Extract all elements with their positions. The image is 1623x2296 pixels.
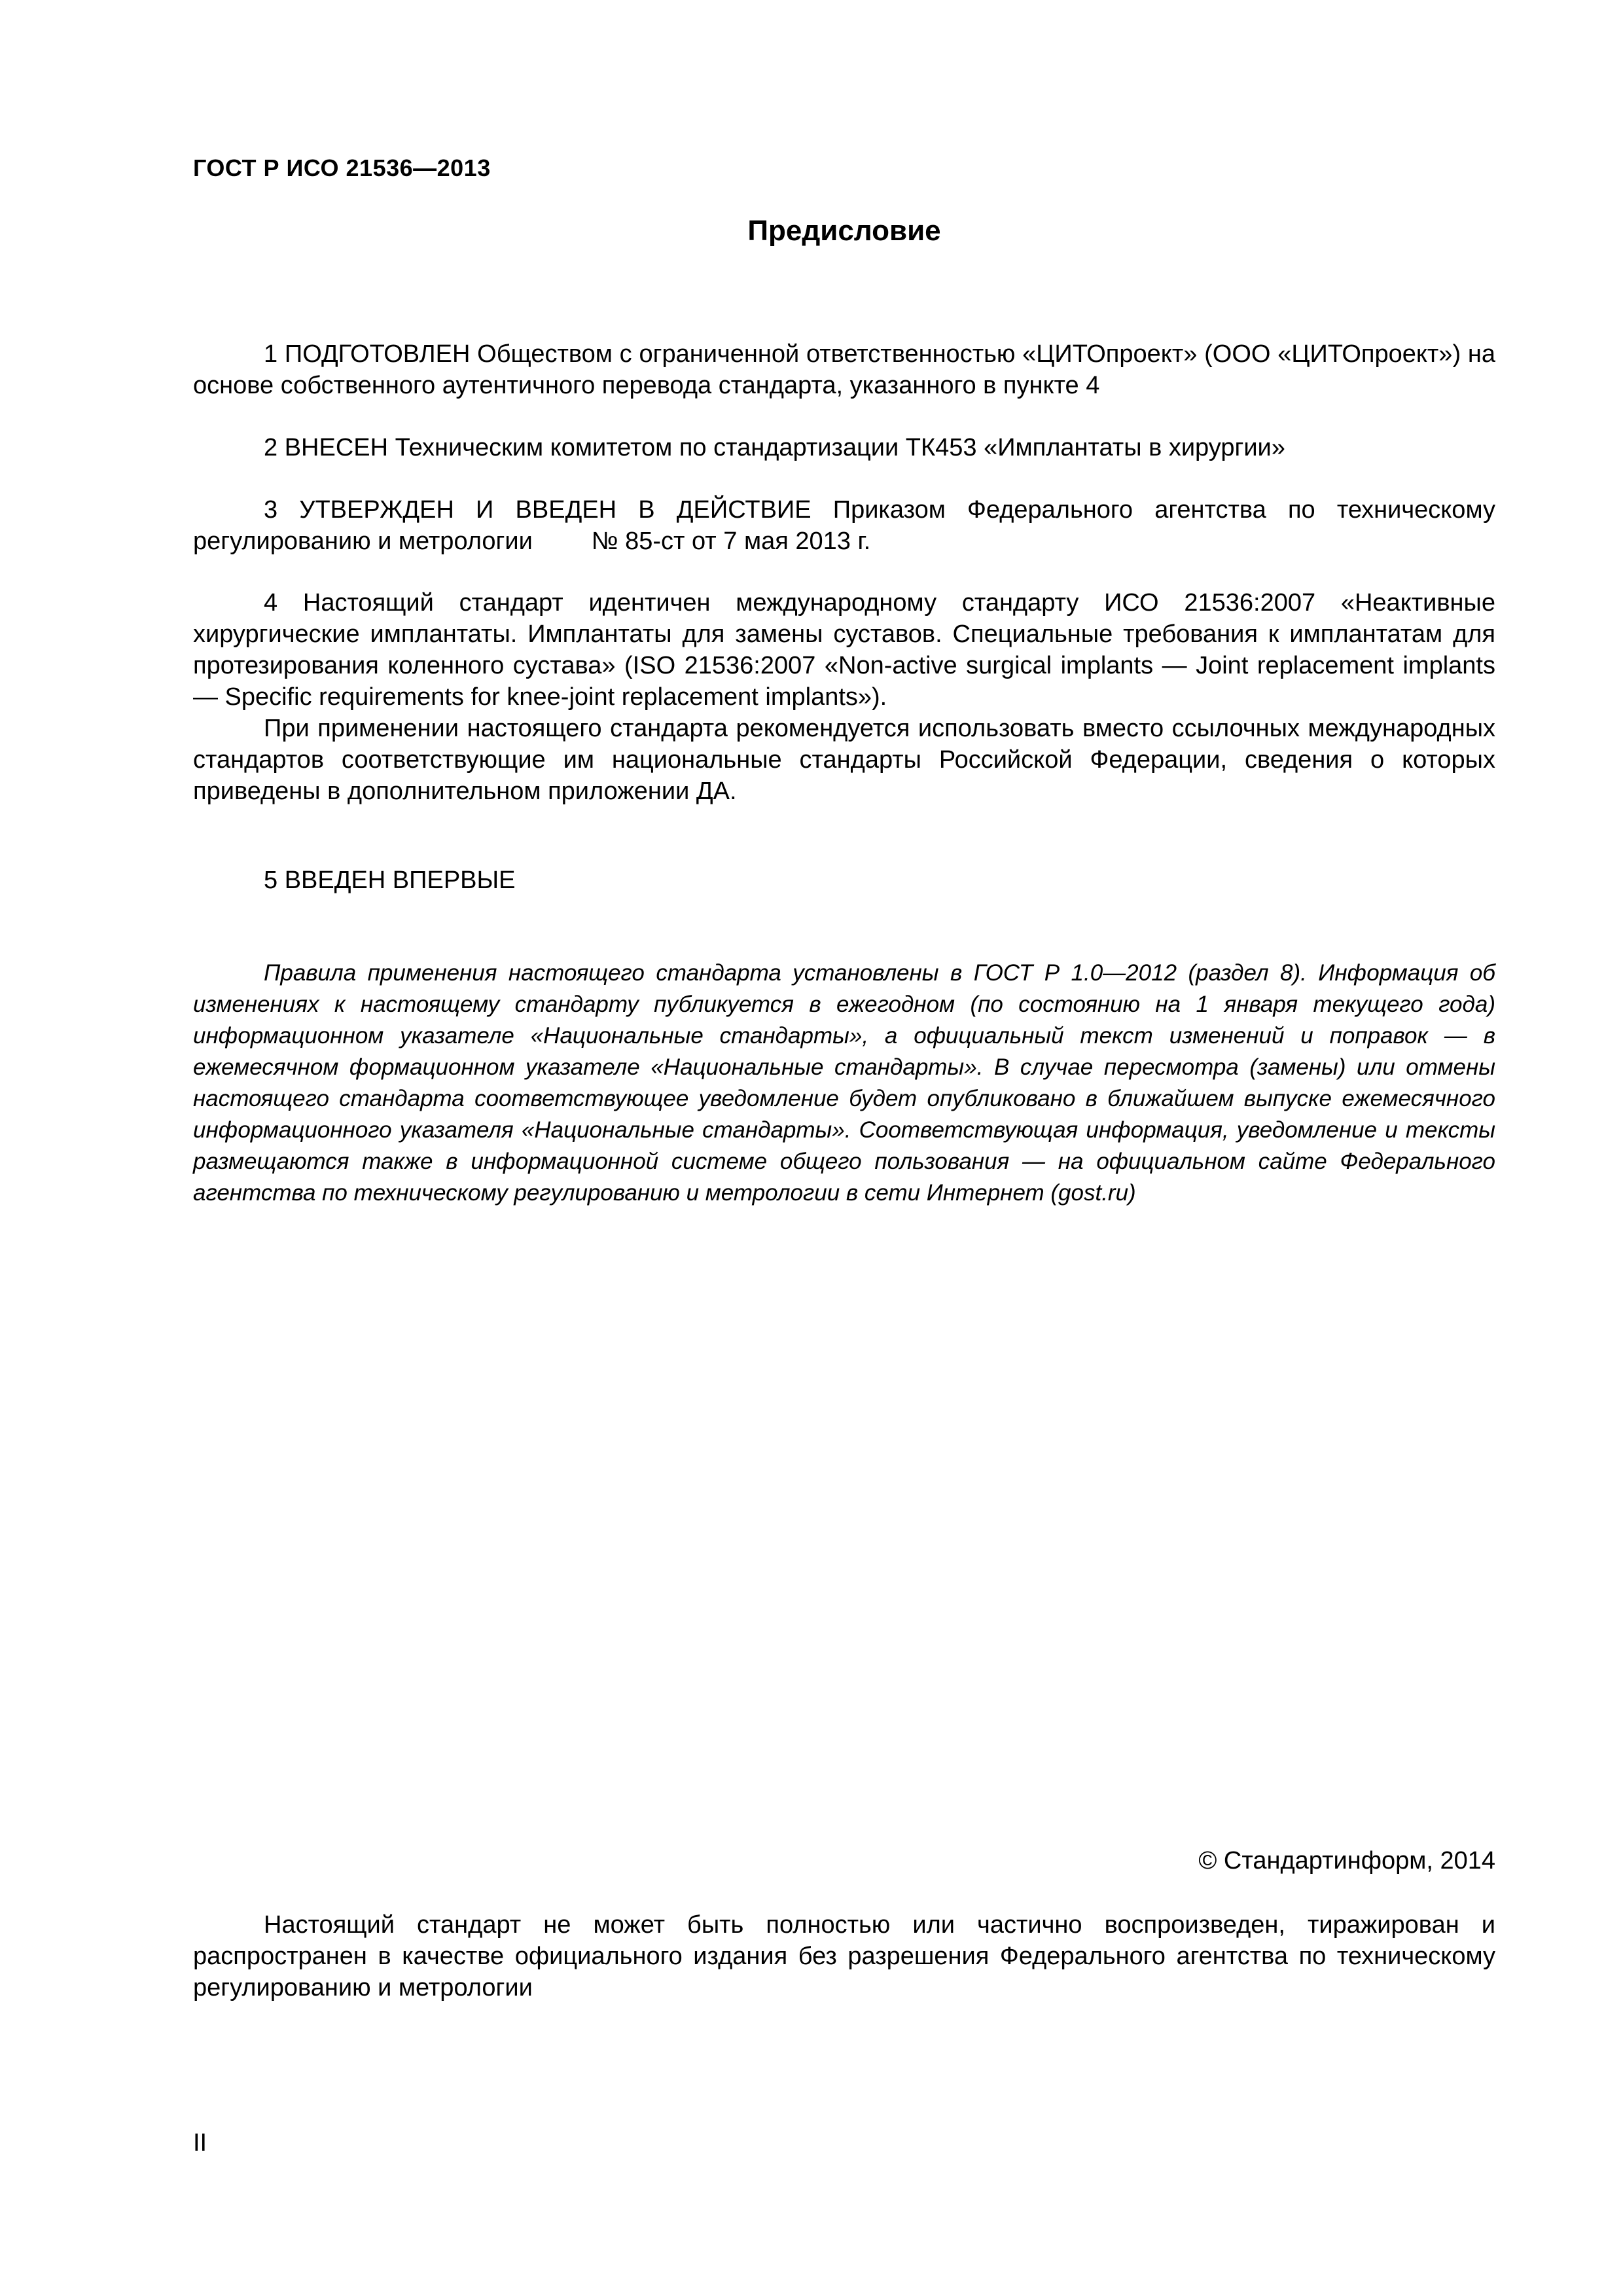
item-3 <box>193 494 1495 557</box>
item-1: 1 ПОДГОТОВЛЕН Обществом с ограниченной ответственностью «ЦИТОпроект» (ООО «ЦИТОпроект») на основе собственного аутентичного перевода стандарта, указанного в пункте 4 <box>193 340 1495 399</box>
item-4: 4 Настоящий стандарт идентичен международному стандарту ИСО 21536:2007 «Неактивные хирургические имплантаты. Имплантаты для замены суставов. Специальные требования к имплантатам для протезирования коленного сустава» (ISO 21536:2007 «Non-active surgical implants — Joint replacement implants — Specific requirements for knee-joint replacement implants»). <box>193 589 1495 711</box>
copyright: © Стандартинформ, 2014 <box>1198 1847 1495 1874</box>
item-2-block <box>193 432 1495 463</box>
item-5-block <box>193 865 1495 896</box>
rules-note: Правила применения настоящего стандарта установлены в ГОСТ Р 1.0—2012 (раздел 8). Информация об изменениях к настоящему стандарту публикуется в ежегодном (по состоянию на 1 января текущего года) информационном указателе «Национальные стандарты», а официальный текст изменений и поправок — в ежемесячном формационном указателе «Национальные стандарты». В случае пересмотра (замены) или отмены настоящего стандарта соответствующее уведомление будет опубликовано в ближайшем выпуске ежемесячного информационного указателя «Национальные стандарты». Соответствующая информация, уведомление и тексты размещаются также в информационной системе общего пользования — на официальном сайте Федерального агентства по техническому регулированию и метрологии в сети Интернет (gost.ru) <box>193 960 1495 1206</box>
item-4-block <box>193 587 1495 807</box>
reproduction-note: Настоящий стандарт не может быть полностью или частично воспроизведен, тиражирован и распространен в качестве официального издания без разрешения Федерального агентства по техническому регулированию и метрологии <box>193 1911 1495 2001</box>
item-1-block <box>193 338 1495 401</box>
item-2: 2 ВНЕСЕН Техническим комитетом по стандартизации ТК453 «Имплантаты в хирургии» <box>264 434 1285 461</box>
item-3-text: 3 УТВЕРЖДЕН И ВВЕДЕН В ДЕЙСТВИЕ Приказом Федерального агентства по техническому регулированию и метрологии <box>193 496 1495 555</box>
page-number: II <box>193 2129 207 2157</box>
item-5: 5 ВВЕДЕН ВПЕРВЫЕ <box>264 867 516 894</box>
item-3-block <box>193 494 1495 557</box>
item-3-order: № 85-ст от 7 мая 2013 г. <box>591 528 871 555</box>
item-4-note: При применении настоящего стандарта рекомендуется использовать вместо ссылочных международных стандартов соответствующие им национальные стандарты Российской Федерации, сведения о которых приведены в дополнительном приложении ДА. <box>193 715 1495 805</box>
page-title: Предисловие <box>747 215 941 247</box>
doc-code-header: ГОСТ Р ИСО 21536—2013 <box>193 154 491 181</box>
reproduction-block <box>193 1909 1495 2003</box>
